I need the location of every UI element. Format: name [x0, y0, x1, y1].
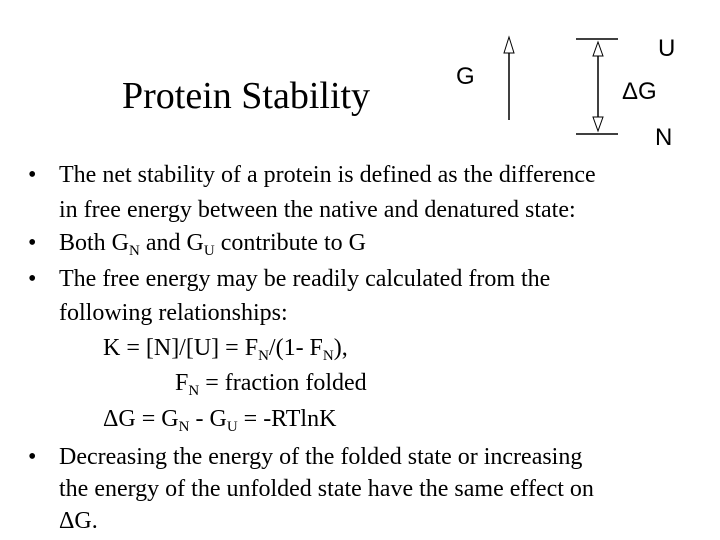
subscript-n: N: [178, 419, 190, 435]
bullet-4-line-3: ΔG.: [59, 508, 98, 534]
equation-k-b: /(1- F: [268, 335, 323, 361]
n-label: N: [655, 124, 673, 151]
equation-k-a: K = [N]/[U] = F: [103, 335, 259, 361]
subscript-n: N: [258, 348, 269, 364]
equation-dg-a: ΔG = G: [103, 406, 179, 432]
bullet-2: [59, 228, 366, 258]
u-label: U: [658, 35, 676, 62]
delta-symbol: Δ: [622, 78, 639, 105]
delta-g-letter: G: [638, 78, 657, 105]
subscript-n: N: [188, 383, 200, 399]
bullet-marker: •: [28, 266, 37, 292]
subscript-n: N: [322, 348, 334, 364]
equation-fn: [175, 368, 367, 398]
slide-title: Protein Stability: [122, 75, 371, 117]
g-label: G: [456, 63, 475, 90]
equation-delta-g: [103, 404, 336, 434]
equation-dg-c: = -RTlnK: [237, 406, 337, 432]
bullet-4-line-1: Decreasing the energy of the folded state or increasing: [59, 444, 583, 470]
equation-dg-b: - G: [189, 406, 227, 432]
equation-k: [103, 333, 348, 363]
equation-k-c: ),: [333, 335, 348, 361]
bullet-2-text-b: and G: [139, 230, 204, 256]
bullet-4-line-2: the energy of the unfolded state have the same effect on: [59, 476, 594, 502]
bullet-1-line-1: The net stability of a protein is defined as the difference: [59, 162, 596, 188]
bullet-1-line-2: in free energy between the native and denatured state:: [59, 197, 576, 223]
bullet-marker: •: [28, 230, 37, 256]
equation-fn-b: = fraction folded: [199, 370, 367, 396]
bullet-marker: •: [28, 162, 37, 188]
bullet-marker: •: [28, 444, 37, 470]
bullet-2-text-a: Both G: [59, 230, 130, 256]
equation-fn-a: F: [175, 370, 189, 396]
bullet-2-text-c: contribute to G: [214, 230, 366, 256]
bullet-3-line-2: following relationships:: [59, 300, 288, 326]
bullet-3-line-1: The free energy may be readily calculated from the: [59, 266, 551, 292]
subscript-u: U: [203, 243, 215, 259]
subscript-n: N: [129, 243, 140, 259]
subscript-u: U: [226, 419, 238, 435]
